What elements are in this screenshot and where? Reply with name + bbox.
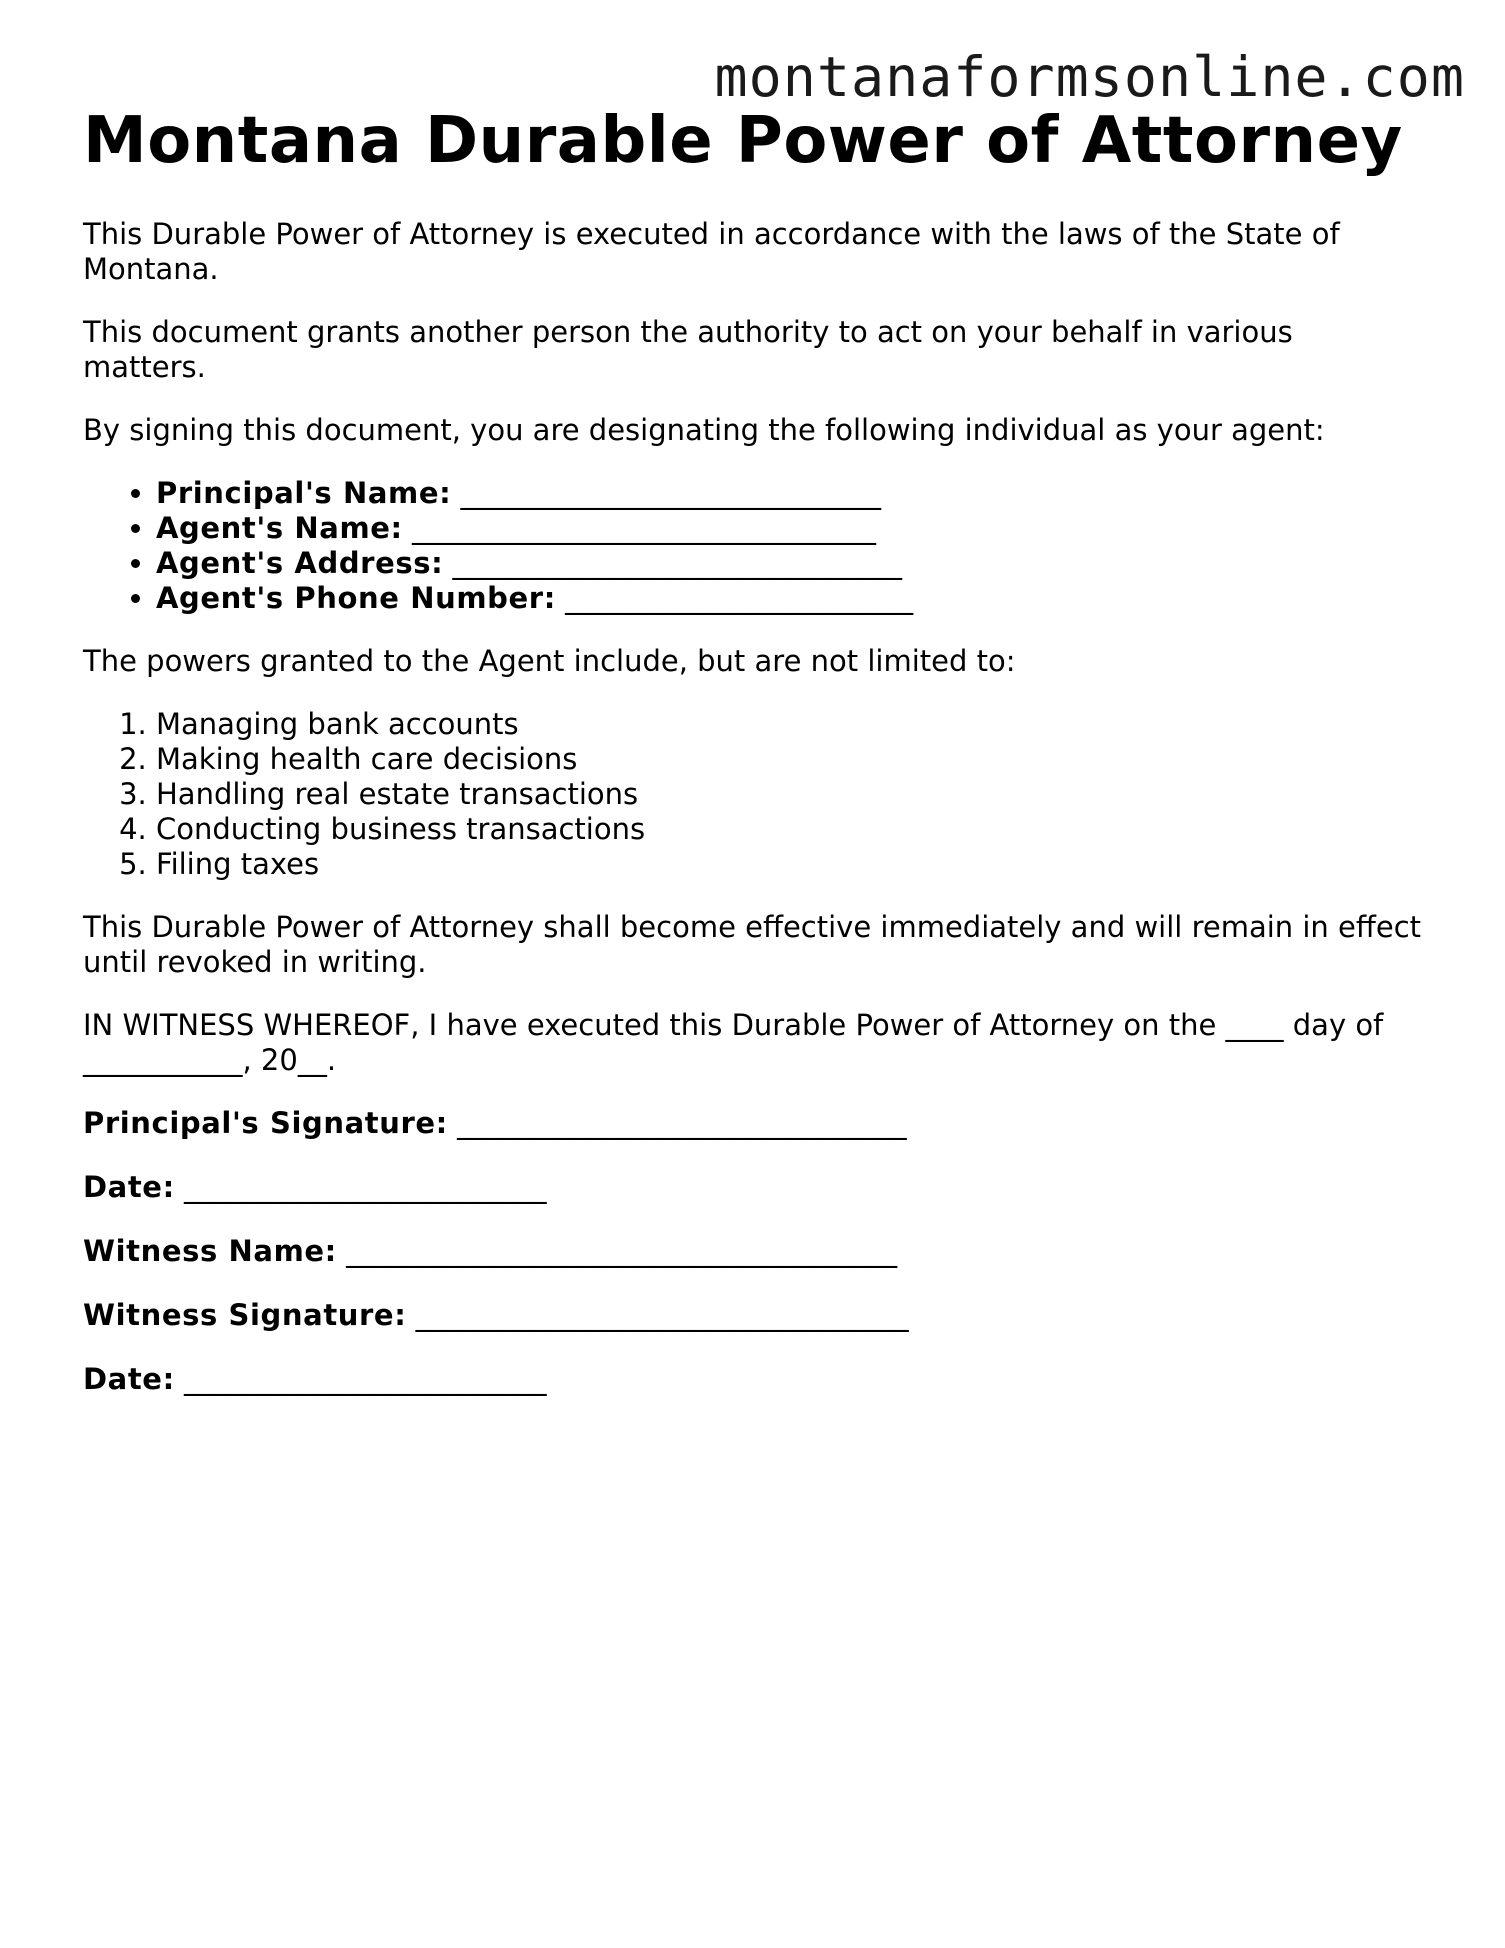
effective-paragraph: This Durable Power of Attorney shall become effective immediately and will remain in effect until revoked in writing.: [83, 909, 1422, 979]
intro-paragraph-3: By signing this document, you are designating the following individual as your agent:: [83, 412, 1325, 447]
field-blank[interactable]: ________________________________: [411, 510, 876, 545]
field-blank[interactable]: _______________________________: [452, 545, 902, 580]
power-item: 3. Handling real estate transactions: [156, 777, 1423, 812]
principal-signature-field[interactable]: [83, 1106, 1423, 1141]
agent-name-field[interactable]: [156, 511, 1423, 546]
power-item: 1. Managing bank accounts: [156, 707, 1423, 742]
field-label: Principal's Name:: [156, 475, 452, 510]
field-blank[interactable]: _________________________: [184, 1169, 547, 1204]
intro-paragraph-2: This document grants another person the authority to act on your behalf in various matters.: [83, 314, 1293, 384]
field-label: Date:: [83, 1169, 175, 1204]
powers-list: [83, 707, 1423, 882]
agent-fields-list: [83, 476, 1423, 616]
witness-date-field[interactable]: [83, 1362, 1423, 1397]
field-blank[interactable]: _________________________: [184, 1361, 547, 1396]
field-label: Agent's Address:: [156, 545, 444, 580]
powers-intro: The powers granted to the Agent include, but are not limited to:: [83, 643, 1016, 678]
field-blank[interactable]: ________________________: [565, 580, 914, 615]
witness-signature-field[interactable]: [83, 1298, 1423, 1333]
agent-address-field[interactable]: [156, 546, 1423, 581]
field-label: Witness Signature:: [83, 1297, 407, 1332]
witness-name-field[interactable]: [83, 1234, 1423, 1269]
field-blank[interactable]: __________________________________: [415, 1297, 909, 1332]
intro-paragraph-1: This Durable Power of Attorney is executed in accordance with the laws of the State of Montana.: [83, 216, 1340, 286]
field-label: Witness Name:: [83, 1233, 337, 1268]
field-label: Date:: [83, 1361, 175, 1396]
witness-paragraph: IN WITNESS WHEREOF, I have executed this Durable Power of Attorney on the ____ day of ___________, 20__.: [83, 1007, 1384, 1077]
principal-date-field[interactable]: [83, 1170, 1423, 1205]
field-label: Principal's Signature:: [83, 1105, 448, 1140]
field-label: Agent's Phone Number:: [156, 580, 556, 615]
agent-phone-field[interactable]: [156, 581, 1423, 616]
power-item: 5. Filing taxes: [156, 847, 1423, 882]
document-title: Montana Durable Power of Attorney: [83, 104, 1403, 178]
field-blank[interactable]: ______________________________________: [346, 1233, 898, 1268]
field-label: Agent's Name:: [156, 510, 403, 545]
power-item: 2. Making health care decisions: [156, 742, 1423, 777]
field-blank[interactable]: _____________________________: [460, 475, 882, 510]
principal-name-field[interactable]: [156, 476, 1423, 511]
field-blank[interactable]: _______________________________: [457, 1105, 907, 1140]
document-page: [83, 105, 1423, 1426]
power-item: 4. Conducting business transactions: [156, 812, 1423, 847]
watermark-site-name: montanaformsonline.com: [714, 45, 1465, 109]
